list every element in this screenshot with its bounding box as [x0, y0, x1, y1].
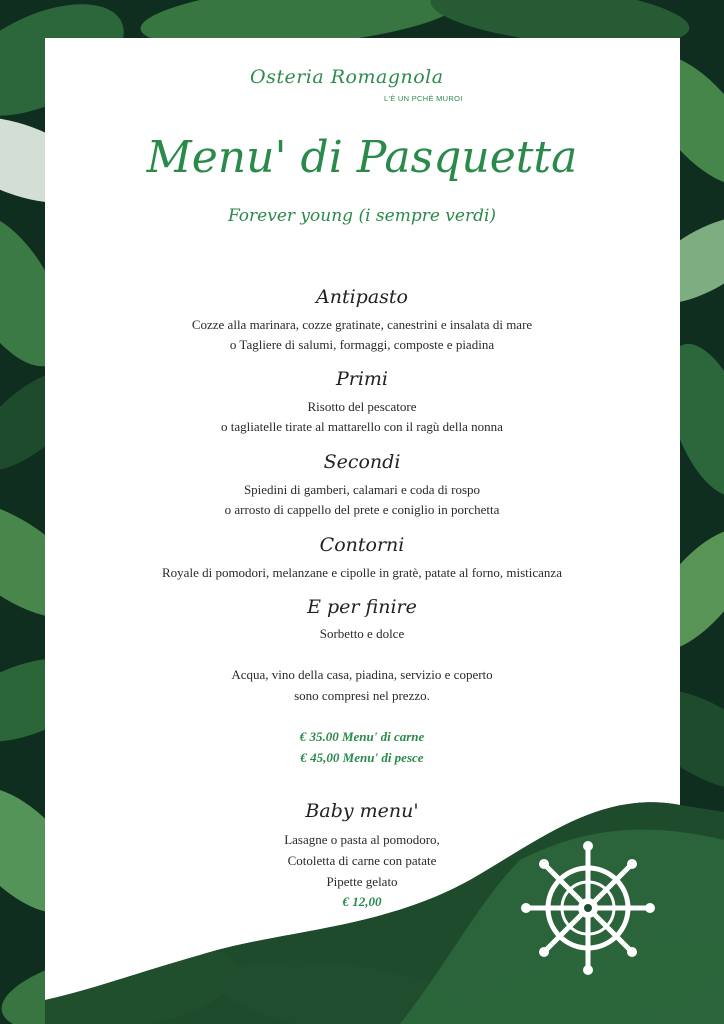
ship-wheel-icon: [518, 838, 658, 978]
price-fish: € 45,00 Menu' di pesce: [300, 750, 424, 765]
menu-line: Cozze alla marinara, cozze gratinate, canestrini e insalata di mare: [191, 317, 533, 332]
section-title-dessert: E per finire: [307, 596, 417, 618]
price-meat: € 35.00 Menu' di carne: [299, 729, 425, 744]
menu-line: Royale di pomodori, melanzane e cipolle in gratè, patate al forno, misticanza: [162, 565, 562, 580]
menu-line: o arrosto di cappello del prete e coniglio in porchetta: [224, 502, 500, 517]
menu-line: Cotoletta di carne con patate: [287, 853, 437, 868]
section-title-baby: Baby menu': [305, 800, 419, 822]
menu-line: Spiedini di gamberi, calamari e coda di rospo: [243, 482, 481, 497]
menu-line: Pipette gelato: [326, 874, 398, 889]
menu-line: Lasagne o pasta al pomodoro,: [284, 832, 440, 847]
section-title-primi: Primi: [335, 368, 389, 390]
menu-line: Risotto del pescatore: [307, 399, 417, 414]
menu-line: o tagliatelle tirate al mattarello con il ragù della nonna: [221, 419, 503, 434]
included-note: sono compresi nel prezzo.: [294, 688, 430, 703]
section-title-secondi: Secondi: [323, 451, 401, 473]
included-note: Acqua, vino della casa, piadina, servizio e coperto: [231, 667, 493, 682]
brand-name: Osteria Romagnola: [250, 66, 444, 88]
price-baby: € 12,00: [342, 894, 382, 909]
page-subtitle: Forever young (i sempre verdi): [227, 206, 497, 226]
brand-tagline: L'È UN PCHÈ MUROI: [384, 94, 463, 103]
page-title: Menu' di Pasquetta: [146, 132, 578, 183]
menu-line: Sorbetto e dolce: [319, 626, 405, 641]
menu-line: o Tagliere di salumi, formaggi, composte e piadina: [229, 337, 495, 352]
section-title-antipasto: Antipasto: [316, 286, 408, 308]
section-title-contorni: Contorni: [319, 534, 405, 556]
